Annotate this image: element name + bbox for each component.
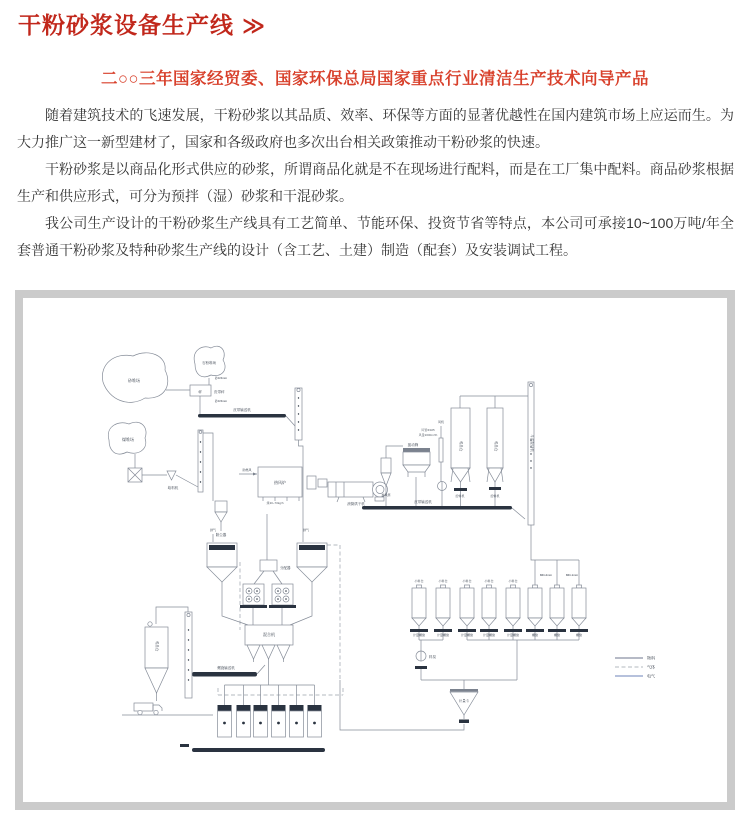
diagram-label: 计量螺旋	[482, 633, 496, 637]
double-chevron-icon: ≫	[242, 13, 263, 38]
diagram-label: 石粉堆场	[202, 361, 216, 365]
diagram-label: 螺旋输送机	[217, 666, 235, 670]
packing-machines	[218, 685, 322, 737]
page-title[interactable]	[0, 0, 750, 39]
body-text	[17, 102, 734, 264]
legend-label: 电气	[647, 673, 655, 679]
diagram-label: 成品仓	[459, 440, 463, 452]
diagram-label: 小料仓	[438, 579, 448, 583]
diagram-label: MD-1mm	[565, 573, 579, 577]
diagram-label: 旋风筒	[381, 493, 391, 497]
diagram-label: 秤	[198, 390, 202, 394]
diagram-label: 排气	[302, 528, 310, 532]
pneumatic-pump	[415, 640, 517, 690]
packer	[254, 685, 268, 737]
bulk-product-silo	[145, 607, 188, 701]
diagram-label: 小料仓	[508, 579, 518, 583]
bin	[458, 585, 476, 640]
bulk-truck	[122, 703, 213, 715]
air-lift-pipe	[438, 426, 447, 506]
legend-label: 物料	[647, 655, 655, 661]
diagram-label: 计量螺旋	[460, 633, 474, 637]
diagram-label: 煤30~70kg/h	[266, 501, 284, 505]
diagram-label: 给料机	[167, 486, 179, 490]
bucket-elevator-d	[185, 612, 192, 698]
bin	[480, 585, 498, 640]
diagram-label: MD-2mm	[539, 573, 553, 577]
feeder-machine-right	[269, 584, 296, 625]
diagram-label: 小料仓	[414, 579, 424, 583]
bin	[526, 585, 544, 640]
process-flow-diagram-panel	[15, 290, 735, 810]
belt-conveyor-lower	[362, 506, 525, 519]
diagram-label: 分配器	[280, 566, 291, 570]
page-title-text: 干粉砂浆设备生产线	[18, 12, 234, 38]
packer	[237, 685, 251, 737]
diagram-label: 热风炉	[274, 480, 286, 485]
diagram-label: 砂0-5mm	[214, 376, 228, 380]
diagram-label: 计量螺旋	[412, 633, 426, 637]
diagram-label: 斗式提升机	[530, 434, 534, 452]
diagram-label: 料泵	[429, 655, 436, 659]
hot-air-furnace	[239, 467, 302, 501]
feeder-machine-left	[240, 584, 267, 625]
distributor	[254, 514, 282, 584]
page-subtitle: 二○○三年国家经贸委、国家环保总局国家重点行业清洁生产技术向导产品	[101, 70, 649, 88]
weighing-funnel	[340, 680, 478, 730]
packer	[290, 685, 304, 737]
diagram-label: 皮带输送机	[233, 408, 251, 412]
bin	[548, 585, 566, 640]
diagram-label: 给料机	[490, 494, 500, 498]
process-flow-diagram	[23, 298, 727, 802]
diagram-label: 小料仓	[462, 579, 472, 583]
rotary-drum-dryer	[307, 476, 391, 502]
belt-conveyor-top	[198, 414, 295, 426]
bag-filter-left	[207, 534, 248, 625]
bucket-elevator-b	[198, 430, 213, 501]
diagram-label: 振动筛	[407, 443, 419, 447]
diagram-label: 排气	[209, 528, 217, 532]
diagram-label: 螺旋	[531, 633, 539, 637]
diagram-label: 给料机	[455, 494, 465, 498]
diagram-label: 皮带输送机	[414, 500, 432, 504]
diagram-label: 计量螺旋	[506, 633, 520, 637]
diagram-label: 螺旋	[553, 633, 561, 637]
diagram-label: 风管Φ325	[421, 428, 435, 432]
packer	[308, 685, 322, 737]
diagram-label: 助燃风	[242, 468, 252, 472]
bag-filter-right	[290, 543, 327, 625]
legend-label: 气体	[647, 664, 655, 670]
bucket-elevator-c	[528, 382, 579, 588]
diagram-label: 风机	[437, 420, 445, 424]
bucket-elevator-a	[295, 388, 303, 542]
bag-conveyor	[180, 744, 325, 752]
bin	[410, 585, 428, 640]
diagram-label: 成品仓	[494, 440, 498, 452]
diagram-label: 滚筒烘干机	[347, 502, 365, 506]
diagram-label: 煤堆场	[122, 437, 134, 442]
belt-scale-box	[166, 378, 211, 414]
diagram-label: 计量斗	[458, 699, 470, 703]
diagram-label: 成品仓	[155, 640, 159, 652]
packer	[218, 685, 232, 737]
small-dust-cyclone	[215, 501, 227, 531]
diagram-label: 除尘器	[215, 533, 227, 537]
body-paragraph: 干粉砂浆是以商品化形式供应的砂浆，所谓商品化就是不在现场进行配料，而是在工厂集中配料。商品砂浆根据生产和供应形式，可分为预拌（湿）砂浆和干混砂浆。	[17, 161, 734, 204]
body-paragraph: 我公司生产设计的干粉砂浆生产线具有工艺简单、节能环保、投资节省等特点，本公司可承接10~100万吨/年全套普通干粉砂浆及特种砂浆生产线的设计（含工艺、土建）制造（配套）及安装调试工程。	[17, 215, 734, 258]
diagram-legend	[615, 655, 655, 679]
bin	[504, 585, 522, 640]
body-paragraph: 随着建筑技术的飞速发展，干粉砂浆以其品质、效率、环保等方面的显著优越性在国内建筑市场上应运而生。为大力推广这一新型建材了，国家和各级政府也多次出台相关政策推动干粉砂浆的快速。	[17, 107, 734, 150]
diagram-label: 风量2000m³/h	[418, 433, 438, 437]
bin	[570, 585, 588, 640]
packer	[272, 685, 286, 737]
bin	[434, 585, 452, 640]
diagram-label: 砂0-5mm	[214, 399, 228, 403]
vibrating-screen	[403, 448, 430, 506]
diagram-label: 混合机	[263, 632, 275, 637]
coal-feeder	[128, 454, 198, 487]
diagram-label: 皮带秤	[214, 390, 225, 394]
diagram-label: 计量螺旋	[436, 633, 450, 637]
diagram-label: 小料仓	[484, 579, 494, 583]
diagram-label: 螺旋	[575, 633, 583, 637]
diagram-label: 砂堆场	[128, 378, 140, 383]
